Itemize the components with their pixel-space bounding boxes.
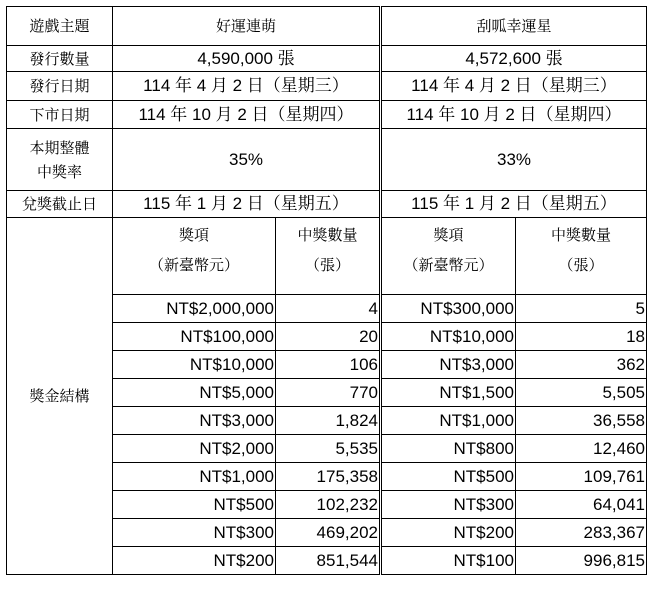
game-a-name: 好運連萌 (113, 7, 381, 46)
issue-quantity-row (7, 46, 647, 72)
game-a-prize: NT$500 (113, 491, 276, 519)
delist-date-label: 下市日期 (7, 101, 113, 129)
game-b-count: 36,558 (516, 407, 647, 435)
game-b-count: 5 (516, 295, 647, 323)
game-b-prize: NT$3,000 (381, 351, 516, 379)
game-a-prize: NT$10,000 (113, 351, 276, 379)
game-b-count-header-line1: 中獎數量 (550, 226, 611, 244)
game-a-prize: NT$2,000,000 (113, 295, 276, 323)
game-b-prize-header (381, 218, 516, 295)
game-a-count: 770 (276, 379, 381, 407)
game-a-prize: NT$100,000 (113, 323, 276, 351)
game-a-prize: NT$300 (113, 519, 276, 547)
theme-label: 遊戲主題 (7, 7, 113, 46)
game-b-count: 283,367 (516, 519, 647, 547)
game-b-prize-header-line1: 獎項 (433, 226, 464, 244)
game-b-prize: NT$100 (381, 547, 516, 575)
game-a-count: 4 (276, 295, 381, 323)
game-a-count-header-line1: 中獎數量 (297, 226, 358, 244)
game-a-prize-header-line2: （新臺幣元） (148, 256, 239, 274)
game-b-prize: NT$300 (381, 491, 516, 519)
game-a-count-header-line2: （張） (304, 256, 350, 274)
game-b-redeem-deadline: 115 年 1 月 2 日（星期五） (381, 191, 647, 218)
lottery-comparison-table (6, 6, 647, 575)
game-b-issue-date: 114 年 4 月 2 日（星期三） (381, 72, 647, 101)
game-a-count-header (276, 218, 381, 295)
game-b-prize-header-line2: （新臺幣元） (403, 256, 494, 274)
win-rate-row (7, 129, 647, 191)
game-a-count: 469,202 (276, 519, 381, 547)
redeem-deadline-label: 兌獎截止日 (7, 191, 113, 218)
game-a-prize-header (113, 218, 276, 295)
game-b-count: 18 (516, 323, 647, 351)
game-a-count: 1,824 (276, 407, 381, 435)
prize-header-row (7, 218, 647, 295)
header-row (7, 7, 647, 46)
game-a-count: 102,232 (276, 491, 381, 519)
game-b-count: 5,505 (516, 379, 647, 407)
game-a-win-rate: 35% (113, 129, 381, 191)
game-a-count: 175,358 (276, 463, 381, 491)
game-a-issue-quantity: 4,590,000 張 (113, 46, 381, 72)
game-b-prize: NT$300,000 (381, 295, 516, 323)
game-b-count: 362 (516, 351, 647, 379)
game-b-prize: NT$10,000 (381, 323, 516, 351)
game-a-prize: NT$1,000 (113, 463, 276, 491)
win-rate-label-line2: 中獎率 (36, 162, 82, 181)
game-b-count: 12,460 (516, 435, 647, 463)
game-b-name: 刮呱幸運星 (381, 7, 647, 46)
game-b-prize: NT$500 (381, 463, 516, 491)
game-a-count: 106 (276, 351, 381, 379)
win-rate-label-line1: 本期整體 (29, 138, 90, 157)
game-a-count: 5,535 (276, 435, 381, 463)
game-a-prize: NT$200 (113, 547, 276, 575)
game-a-prize: NT$3,000 (113, 407, 276, 435)
game-b-prize: NT$1,000 (381, 407, 516, 435)
game-a-prize: NT$2,000 (113, 435, 276, 463)
game-a-delist-date: 114 年 10 月 2 日（星期四） (113, 101, 381, 129)
redeem-deadline-row (7, 191, 647, 218)
game-a-count: 20 (276, 323, 381, 351)
issue-quantity-label: 發行數量 (7, 46, 113, 72)
game-b-prize: NT$200 (381, 519, 516, 547)
win-rate-label (7, 129, 113, 191)
game-b-count: 109,761 (516, 463, 647, 491)
game-b-win-rate: 33% (381, 129, 647, 191)
game-b-delist-date: 114 年 10 月 2 日（星期四） (381, 101, 647, 129)
delist-date-row (7, 101, 647, 129)
game-b-issue-quantity: 4,572,600 張 (381, 46, 647, 72)
game-b-prize: NT$1,500 (381, 379, 516, 407)
game-a-prize-header-line1: 獎項 (178, 226, 209, 244)
game-a-prize: NT$5,000 (113, 379, 276, 407)
game-b-count-header (516, 218, 647, 295)
game-b-count: 64,041 (516, 491, 647, 519)
game-b-prize: NT$800 (381, 435, 516, 463)
game-a-redeem-deadline: 115 年 1 月 2 日（星期五） (113, 191, 381, 218)
game-b-count: 996,815 (516, 547, 647, 575)
game-a-count: 851,544 (276, 547, 381, 575)
game-b-count-header-line2: （張） (558, 256, 604, 274)
issue-date-label: 發行日期 (7, 72, 113, 101)
prize-structure-label: 獎金結構 (7, 218, 113, 575)
game-a-issue-date: 114 年 4 月 2 日（星期三） (113, 72, 381, 101)
issue-date-row (7, 72, 647, 101)
